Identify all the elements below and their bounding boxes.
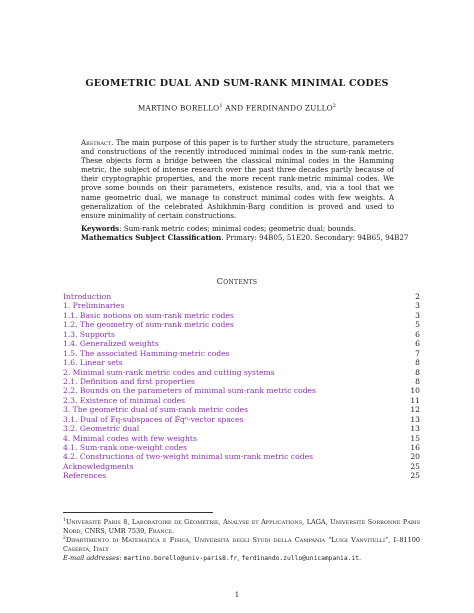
toc-entry-label[interactable]: 4.2. Constructions of two-weight minimal sum-rank metric codes xyxy=(63,452,313,462)
toc-entry[interactable] xyxy=(63,443,420,452)
toc-entry-label[interactable]: 1.4. Generalized weights xyxy=(63,339,159,349)
toc-entry-label[interactable]: Introduction xyxy=(63,292,112,301)
author-line xyxy=(0,103,474,112)
toc-entry[interactable] xyxy=(63,330,420,339)
author-name: FERDINANDO ZULLO xyxy=(245,103,333,113)
toc-entry[interactable] xyxy=(63,339,420,348)
email-link[interactable]: martino.borello@univ-paris8.fr xyxy=(123,554,238,562)
toc-entry[interactable] xyxy=(63,386,420,395)
toc-entry[interactable] xyxy=(63,349,420,358)
email-label: E-mail addresses xyxy=(63,553,120,562)
toc-entry[interactable] xyxy=(63,368,420,377)
affiliation-mark: 1 xyxy=(219,103,223,109)
msc-label: Mathematics Subject Classification xyxy=(81,233,222,243)
toc-entry[interactable] xyxy=(63,434,420,443)
msc-text: . Primary: 94B05, 51E20. Secondary: 94B65, 94B27 xyxy=(221,233,409,243)
toc-entry-page: 25 xyxy=(410,471,420,481)
footnote-mark: 2 xyxy=(63,536,66,542)
email-link[interactable]: ferdinando.zullo@unicampania.it xyxy=(241,554,360,562)
email-line xyxy=(63,554,420,564)
email-separator: , xyxy=(237,553,242,562)
keywords-block xyxy=(81,224,421,242)
toc-entry-label[interactable]: 2.2. Bounds on the parameters of minimal sum-rank metric codes xyxy=(63,386,316,396)
toc-entry[interactable] xyxy=(63,405,420,414)
toc-entry-page: 10 xyxy=(410,386,420,396)
toc-entry-page: 16 xyxy=(410,443,420,452)
footnote-mark: 1 xyxy=(63,518,66,523)
toc-entry-label[interactable]: 1.2. The geometry of sum-rank metric codes xyxy=(63,320,234,330)
toc-entry-page: 6 xyxy=(415,329,420,339)
toc-entry-label[interactable]: 4. Minimal codes with few weights xyxy=(63,433,197,443)
toc-entry-page: 3 xyxy=(415,310,420,320)
toc-entry-label[interactable]: 1.3. Supports xyxy=(63,329,115,339)
toc-entry-label[interactable]: 3.2. Geometric dual xyxy=(63,424,140,434)
toc-entry-label[interactable]: 1.5. The associated Hamming-metric codes xyxy=(63,348,230,358)
toc-entry-label[interactable]: 4.1. Sum-rank one-weight codes xyxy=(63,443,188,452)
toc-entry[interactable] xyxy=(63,377,420,386)
toc-entry[interactable] xyxy=(63,415,420,424)
toc-entry[interactable] xyxy=(63,471,420,480)
author-separator: AND xyxy=(222,103,246,113)
toc-entry-label[interactable]: 1.6. Linear sets xyxy=(63,358,123,368)
affiliation-mark: 2 xyxy=(332,103,337,109)
keywords-label: Keywords xyxy=(81,224,120,233)
footnote-2 xyxy=(63,535,420,553)
table-of-contents xyxy=(63,292,420,481)
toc-entry-page: 8 xyxy=(415,367,420,377)
keywords-line xyxy=(81,224,421,233)
abstract xyxy=(81,138,394,220)
keywords-text: : Sum-rank metric codes; minimal codes; geometric dual; bounds. xyxy=(119,224,356,233)
toc-entry-label[interactable]: References xyxy=(63,471,107,481)
toc-entry-page: 6 xyxy=(415,339,420,349)
toc-entry-label[interactable]: 2.3. Existence of minimal codes xyxy=(63,395,186,405)
toc-entry[interactable] xyxy=(63,320,420,329)
toc-entry-page: 20 xyxy=(410,452,420,462)
toc-entry[interactable] xyxy=(63,462,420,471)
toc-entry-page: 13 xyxy=(410,424,420,434)
toc-entry[interactable] xyxy=(63,424,420,433)
toc-entry-page: 8 xyxy=(415,358,420,368)
toc-entry-label[interactable]: 1.1. Basic notions on sum-rank metric codes xyxy=(63,310,234,320)
toc-entry-page: 7 xyxy=(415,348,420,358)
page-number: 1 xyxy=(234,591,240,599)
toc-entry-page: 11 xyxy=(410,395,420,405)
toc-entry-page: 12 xyxy=(410,405,420,415)
toc-entry-page: 2 xyxy=(415,292,420,301)
footnote-rule xyxy=(63,512,213,513)
toc-entry[interactable] xyxy=(63,311,420,320)
abstract-text: The main purpose of this paper is to further study the structure, parameters and constructions of the recently introduced minimal codes in the sum-rank metric. These objects form a bridge between the classical minimal codes in the Hamming metric, the subject of intense research over the past three decades partly because of their cryptographic properties, and the more recent rank-metric minimal codes. We prove some bounds on their parameters, existence results, and, via a tool that we name geometric dual, we manage to construct minimal codes with few weights. A generalization of the celebrated Ashikhmin-Barg condition is proved and used to ensure minimality of certain constructions. xyxy=(81,138,394,220)
toc-entry-label[interactable]: Acknowledgments xyxy=(63,461,134,471)
toc-entry[interactable] xyxy=(63,358,420,367)
toc-entry-label[interactable]: 2. Minimal sum-rank metric codes and cutting systems xyxy=(63,367,275,377)
msc-line xyxy=(81,233,421,242)
footnote-text: Dipartimento di Matematica e Fisica, Università degli Studi della Campania “Luigi Vanvitelli”, I–81100 Caserta, Italy xyxy=(63,536,420,554)
author-name: MARTINO BORELLO xyxy=(137,103,220,113)
footnote-1 xyxy=(63,517,420,535)
toc-entry-label[interactable]: 2.1. Definition and first properties xyxy=(63,376,195,386)
toc-entry[interactable] xyxy=(63,452,420,461)
toc-entry-page: 15 xyxy=(410,433,420,443)
toc-entry-label[interactable]: 1. Preliminaries xyxy=(63,301,125,311)
toc-entry[interactable] xyxy=(63,301,420,310)
toc-entry-page: 5 xyxy=(415,320,420,330)
paper-title: GEOMETRIC DUAL AND SUM-RANK MINIMAL CODES xyxy=(85,78,389,89)
email-end: . xyxy=(359,553,362,562)
footnote-text: Université Paris 8, Laboratoire de Géométrie, Analyse et Applications, LAGA, Université Sorbonne Paris Nord, CNRS, UMR 7539, France. xyxy=(63,518,420,535)
toc-entry-page: 3 xyxy=(415,301,420,311)
toc-entry-label[interactable]: 3.1. Dual of 𝔽q-subspaces of 𝔽qⁿ-vector spaces xyxy=(63,414,244,424)
toc-entry-label[interactable]: 3. The geometric dual of sum-rank metric codes xyxy=(63,405,249,415)
abstract-heading: Abstract. xyxy=(81,138,114,147)
toc-entry-page: 8 xyxy=(415,376,420,386)
toc-entry-page: 25 xyxy=(410,461,420,471)
toc-entry[interactable] xyxy=(63,292,420,301)
toc-entry-page: 13 xyxy=(410,414,420,424)
footnotes xyxy=(63,517,420,563)
contents-heading: Contents xyxy=(216,276,258,286)
toc-entry[interactable] xyxy=(63,396,420,405)
email-separator: : xyxy=(119,553,124,562)
